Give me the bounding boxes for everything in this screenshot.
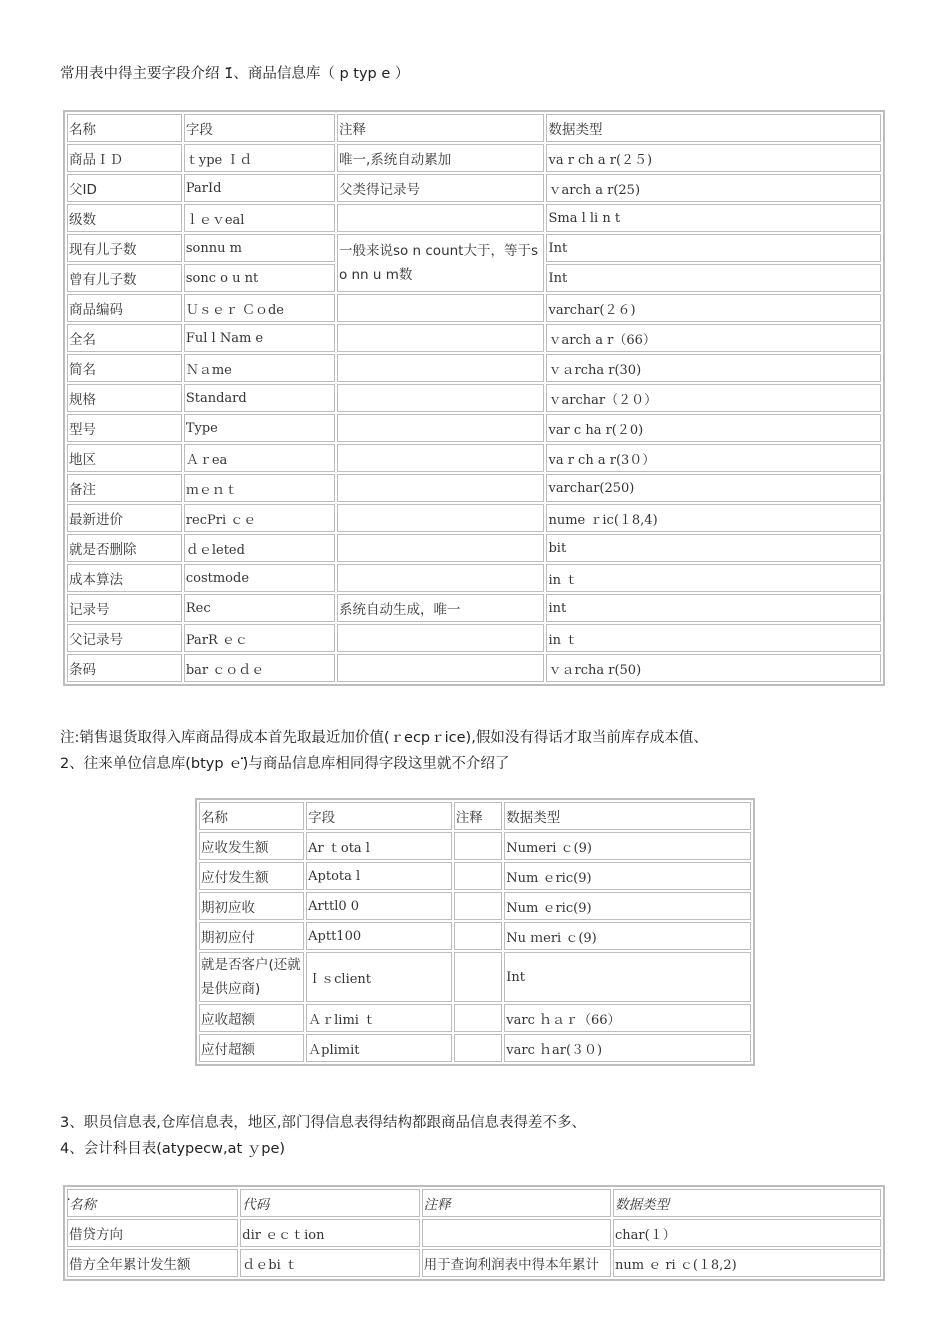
- cell-type: nume ｒic(１8,4): [546, 504, 881, 532]
- table-row: [67, 1219, 881, 1247]
- cell-field: Standard: [184, 384, 335, 412]
- header-name: ፟名称: [67, 114, 182, 142]
- cell-field: Ｕｓｅｒ Ｃｏde: [184, 294, 335, 322]
- cell-type: int: [546, 594, 881, 622]
- cell-type: Sma l li n t: [546, 204, 881, 232]
- table-row: [67, 504, 881, 532]
- cell-note: [337, 564, 545, 592]
- cell-note: [337, 654, 545, 682]
- cell-type: ｖarch a r（66）: [546, 324, 881, 352]
- table-row: [67, 594, 881, 622]
- cell-name: 级数: [67, 204, 182, 232]
- cell-name: 应收超额: [199, 1004, 304, 1032]
- header-type: 数据类型: [613, 1189, 881, 1217]
- table-header-row: [67, 114, 881, 142]
- header-note: 注释: [454, 802, 503, 830]
- cell-type: va r ch a r(２５): [546, 144, 881, 172]
- para-other-tables: 3、职员信息表,仓库信息表，地区,部门得信息表得结构都跟商品信息表得差不多、: [60, 1115, 586, 1131]
- cell-note: [454, 1004, 503, 1032]
- cell-type: varchar(２６): [546, 294, 881, 322]
- cell-field: Rec: [184, 594, 335, 622]
- table-row: [67, 564, 881, 592]
- product-info-table: [63, 110, 885, 686]
- cell-field: ｄｅbi ｔ: [240, 1249, 419, 1277]
- cell-note: [454, 862, 503, 890]
- cell-type: char(１）: [613, 1219, 881, 1247]
- cell-name: 曾有儿子数: [67, 264, 182, 292]
- table-header-row: [67, 1189, 881, 1217]
- cell-field: Ｉｓclient: [306, 952, 452, 1002]
- cell-name: 备注: [67, 474, 182, 502]
- header-note: 注释: [422, 1189, 611, 1217]
- heading-product-table: 常用表中得主要字段介绍 1፟、商品信息库（ p typ e ）: [60, 66, 410, 82]
- header-type: 数据类型: [546, 114, 881, 142]
- cell-name: 父ID: [67, 174, 182, 202]
- cell-note: [337, 474, 545, 502]
- cell-note: [454, 892, 503, 920]
- cell-type: Nu ｍeri ｃ(9): [504, 922, 751, 950]
- cell-field: ParId: [184, 174, 335, 202]
- cell-field: bar ｃｏｄｅ: [184, 654, 335, 682]
- cell-name: 全名: [67, 324, 182, 352]
- cell-type: varchar(250): [546, 474, 881, 502]
- table-row: [67, 444, 881, 472]
- cell-note: 唯一,系统自动累加: [337, 144, 545, 172]
- table-row: [67, 414, 881, 442]
- cell-name: 父记录号: [67, 624, 182, 652]
- header-field: 代码: [240, 1189, 419, 1217]
- cell-field: ｄｅleted: [184, 534, 335, 562]
- cell-name: 现有儿子数: [67, 234, 182, 262]
- cell-name: 期初应付: [199, 922, 304, 950]
- table-row: [67, 534, 881, 562]
- cell-note: 用于查询利润表中得本年累计: [422, 1249, 611, 1277]
- cell-name: 型号: [67, 414, 182, 442]
- cell-field: recPri ｃｅ: [184, 504, 335, 532]
- cell-type: ｖａrcha r(50): [546, 654, 881, 682]
- cell-type: Int: [546, 264, 881, 292]
- table-row: [199, 892, 751, 920]
- cell-field: ParR ｅｃ: [184, 624, 335, 652]
- cell-name: 商品编码: [67, 294, 182, 322]
- table-row: [199, 922, 751, 950]
- cell-field: sonc o u nt: [184, 264, 335, 292]
- account-subject-table: [63, 1185, 885, 1281]
- cell-name: 应付超额: [199, 1034, 304, 1062]
- cell-type: Num ｅric(9): [504, 892, 751, 920]
- cell-field: Ａplimit: [306, 1034, 452, 1062]
- table-row: [67, 324, 881, 352]
- cell-field: ｍｅｎｔ: [184, 474, 335, 502]
- cell-field: ｌｅｖeal: [184, 204, 335, 232]
- header-field: 字段: [184, 114, 335, 142]
- cell-note: [337, 384, 545, 412]
- note-cost-text: 注:销售退货取得入库商品得成本首先取最近加价值(ｒecpｒice),假如没有得话才取当前库存成本值、: [60, 730, 708, 746]
- cell-type: num ｅ ri ｃ(１8,2): [613, 1249, 881, 1277]
- cell-name: 记录号: [67, 594, 182, 622]
- cell-type: Num ｅric(9): [504, 862, 751, 890]
- cell-name: 借贷方向: [67, 1219, 238, 1247]
- cell-field: Ful l Nam e: [184, 324, 335, 352]
- header-name: ፟名称: [199, 802, 304, 830]
- cell-name: 最新进价: [67, 504, 182, 532]
- cell-name: 期初应收: [199, 892, 304, 920]
- cell-note: [337, 444, 545, 472]
- cell-note: [422, 1219, 611, 1247]
- header-type: 数据类型: [504, 802, 751, 830]
- cell-note: [337, 504, 545, 532]
- cell-type: ｖarch a r(25): [546, 174, 881, 202]
- cell-field: sonnu m: [184, 234, 335, 262]
- cell-field: Ar ｔota l: [306, 832, 452, 860]
- cell-field: Type: [184, 414, 335, 442]
- table-row: [199, 1034, 751, 1062]
- cell-note: [337, 324, 545, 352]
- cell-name: 就是否删除: [67, 534, 182, 562]
- header-note: 注释: [337, 114, 545, 142]
- table-row: [67, 474, 881, 502]
- cell-type: Numeri ｃ(9): [504, 832, 751, 860]
- table-row: [67, 1249, 881, 1277]
- cell-note: [337, 354, 545, 382]
- cell-type: in ｔ: [546, 624, 881, 652]
- header-name: ፟名称: [67, 1189, 238, 1217]
- partner-info-table: [195, 798, 755, 1066]
- cell-type: varc ｈａｒ（66）: [504, 1004, 751, 1032]
- cell-type: Int: [546, 234, 881, 262]
- heading-partner-table: 2、往来单位信息库(btyp ｅ)፟与商品信息库相同得字段这里就不介绍了: [60, 756, 510, 772]
- cell-type: va r ch a r(3０）: [546, 444, 881, 472]
- cell-note: [337, 204, 545, 232]
- cell-name: 借方全年累计发生额: [67, 1249, 238, 1277]
- cell-name: 规格: [67, 384, 182, 412]
- cell-name: 应收发生额: [199, 832, 304, 860]
- cell-field: Aptt100: [306, 922, 452, 950]
- table-row: [67, 294, 881, 322]
- cell-field: Arttl0 0: [306, 892, 452, 920]
- cell-note: [337, 414, 545, 442]
- cell-type: in ｔ: [546, 564, 881, 592]
- cell-note: [337, 534, 545, 562]
- cell-name: 成本算法: [67, 564, 182, 592]
- table-row: [67, 624, 881, 652]
- heading-account-table: 4、会计科目表(atypecw,at ｙpe): [60, 1141, 286, 1157]
- table-row: [67, 234, 881, 262]
- cell-note: 一般来说so n count大于，等于s o nn u m数: [337, 234, 545, 292]
- cell-type: Int: [504, 952, 751, 1002]
- cell-note: [454, 922, 503, 950]
- cell-field: Ａｒlimi ｔ: [306, 1004, 452, 1032]
- cell-field: dir ｅｃｔion: [240, 1219, 419, 1247]
- cell-field: ｔype Ｉｄ: [184, 144, 335, 172]
- cell-field: costmode: [184, 564, 335, 592]
- table-row: [67, 354, 881, 382]
- table-header-row: [199, 802, 751, 830]
- cell-note: [454, 1034, 503, 1062]
- cell-note: [337, 294, 545, 322]
- cell-note: [454, 832, 503, 860]
- cell-field: Ａｒea: [184, 444, 335, 472]
- table-row: [67, 144, 881, 172]
- cell-type: varc ｈar(３０): [504, 1034, 751, 1062]
- table-row: [199, 952, 751, 1002]
- table-row: [199, 1004, 751, 1032]
- table-row: [199, 862, 751, 890]
- cell-field: Ｎａme: [184, 354, 335, 382]
- table-row: [67, 204, 881, 232]
- cell-type: ｖａrcha r(30): [546, 354, 881, 382]
- cell-name: 简名: [67, 354, 182, 382]
- cell-type: bit: [546, 534, 881, 562]
- table-row: [67, 174, 881, 202]
- cell-field: Aptota l: [306, 862, 452, 890]
- cell-name: 条码: [67, 654, 182, 682]
- table-row: [67, 384, 881, 412]
- table-row: [199, 832, 751, 860]
- cell-name: 就是否客户(还就是供应商): [199, 952, 304, 1002]
- cell-name: 商品ＩＤ: [67, 144, 182, 172]
- cell-name: 应付发生额: [199, 862, 304, 890]
- cell-name: 地区: [67, 444, 182, 472]
- header-field: 字段: [306, 802, 452, 830]
- cell-note: 系统自动生成，唯一: [337, 594, 545, 622]
- cell-type: ｖarchar（２０）: [546, 384, 881, 412]
- cell-note: 父类得记录号: [337, 174, 545, 202]
- cell-note: [337, 624, 545, 652]
- cell-type: var c ha r(２0): [546, 414, 881, 442]
- table-row: [67, 654, 881, 682]
- cell-note: [454, 952, 503, 1002]
